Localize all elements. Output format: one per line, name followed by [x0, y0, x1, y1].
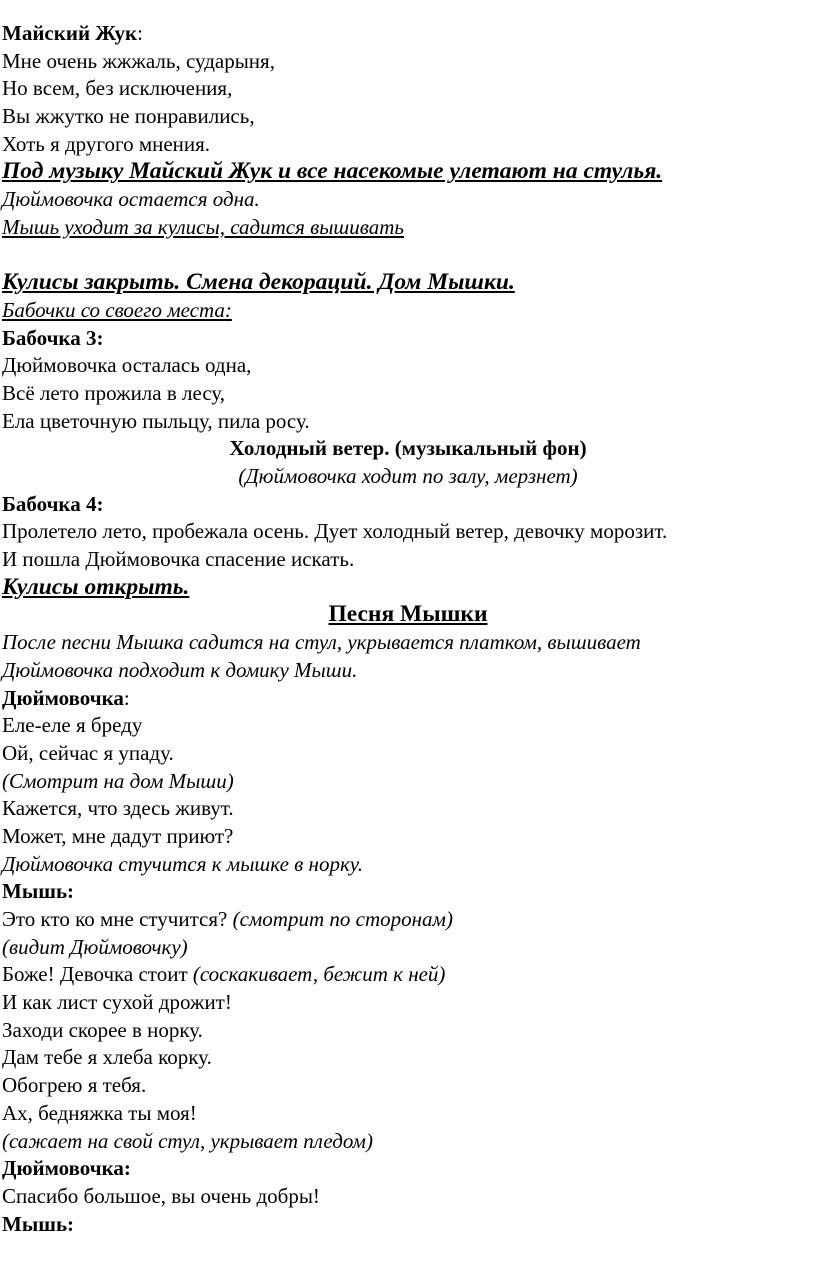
music-cue: Холодный ветер. (музыкальный фон): [229, 436, 587, 461]
stage-direction: (Смотрит на дом Мыши): [2, 768, 234, 793]
verse-line: Хоть я другого мнения.: [2, 131, 211, 156]
verse-line: Может, мне дадут приют?: [2, 823, 234, 848]
stage-direction: Дюймовочка стучится к мышке в норку.: [2, 851, 364, 876]
speaker-label: Дюймовочка:: [2, 685, 130, 710]
verse-line: Всё лето прожила в лесу,: [2, 380, 226, 405]
stage-direction-heading: Под музыку Майский Жук и все насекомые улетают на стулья.: [2, 158, 663, 185]
song-title: Песня Мышки: [328, 601, 488, 628]
stage-direction: После песни Мышка садится на стул, укрывается платком, вышивает: [2, 630, 641, 655]
speaker-label: Мышь:: [2, 879, 75, 904]
verse-line: Боже! Девочка стоит (соскакивает, бежит к ней): [2, 962, 446, 987]
verse-line: Мне очень жжжаль, сударыня,: [2, 48, 275, 73]
verse-line: Дам тебе я хлеба корку.: [2, 1045, 212, 1070]
verse-line: Дюймовочка осталась одна,: [2, 353, 252, 378]
speaker-label: Бабочка 4:: [2, 491, 104, 516]
verse-line: Но всем, без исключения,: [2, 76, 233, 101]
stage-direction: Дюймовочка подходит к домику Мыши.: [2, 657, 358, 682]
speaker-label: Майский Жук:: [2, 21, 143, 45]
stage-direction: (Дюймовочка ходит по залу, мерзнет): [238, 464, 578, 488]
verse-line: Это кто ко мне стучится? (смотрит по сторонам): [2, 907, 453, 931]
verse-line: Заходи скорее в норку.: [2, 1017, 203, 1042]
speaker-label: Мышь:: [2, 1211, 75, 1236]
verse-line: Ой, сейчас я упаду.: [2, 740, 174, 765]
verse-line: Кажется, что здесь живут.: [2, 796, 234, 821]
scene-heading: Кулисы закрыть. Смена декораций. Дом Мышки.: [2, 269, 515, 296]
speaker-label: Дюймовочка:: [2, 1156, 131, 1181]
verse-line: Спасибо большое, вы очень добры!: [2, 1183, 320, 1208]
stage-direction: Бабочки со своего места:: [2, 297, 232, 322]
scene-heading: Кулисы открыть.: [2, 573, 190, 600]
verse-line: Ах, бедняжка ты моя!: [2, 1100, 197, 1125]
stage-direction: (сажает на свой стул, укрывает пледом): [2, 1128, 373, 1153]
stage-direction: Дюймовочка остается одна.: [2, 187, 260, 212]
verse-line: Обогрею я тебя.: [2, 1073, 147, 1098]
verse-line: И как лист сухой дрожит!: [2, 990, 232, 1015]
verse-line: Ела цветочную пыльцу, пила росу.: [2, 408, 310, 433]
verse-line: Еле-еле я бреду: [2, 713, 143, 738]
stage-direction: (видит Дюймовочку): [2, 934, 188, 959]
verse-line: Вы жжутко не понравились,: [2, 104, 255, 129]
prose-line: И пошла Дюймовочка спасение искать.: [2, 547, 355, 572]
prose-line: Пролетело лето, пробежала осень. Дует холодный ветер, девочку морозит.: [2, 519, 668, 544]
speaker-label: Бабочка 3:: [2, 325, 104, 350]
blank-line: [0, 242, 816, 270]
stage-direction: Мышь уходит за кулисы, садится вышивать: [2, 214, 404, 239]
